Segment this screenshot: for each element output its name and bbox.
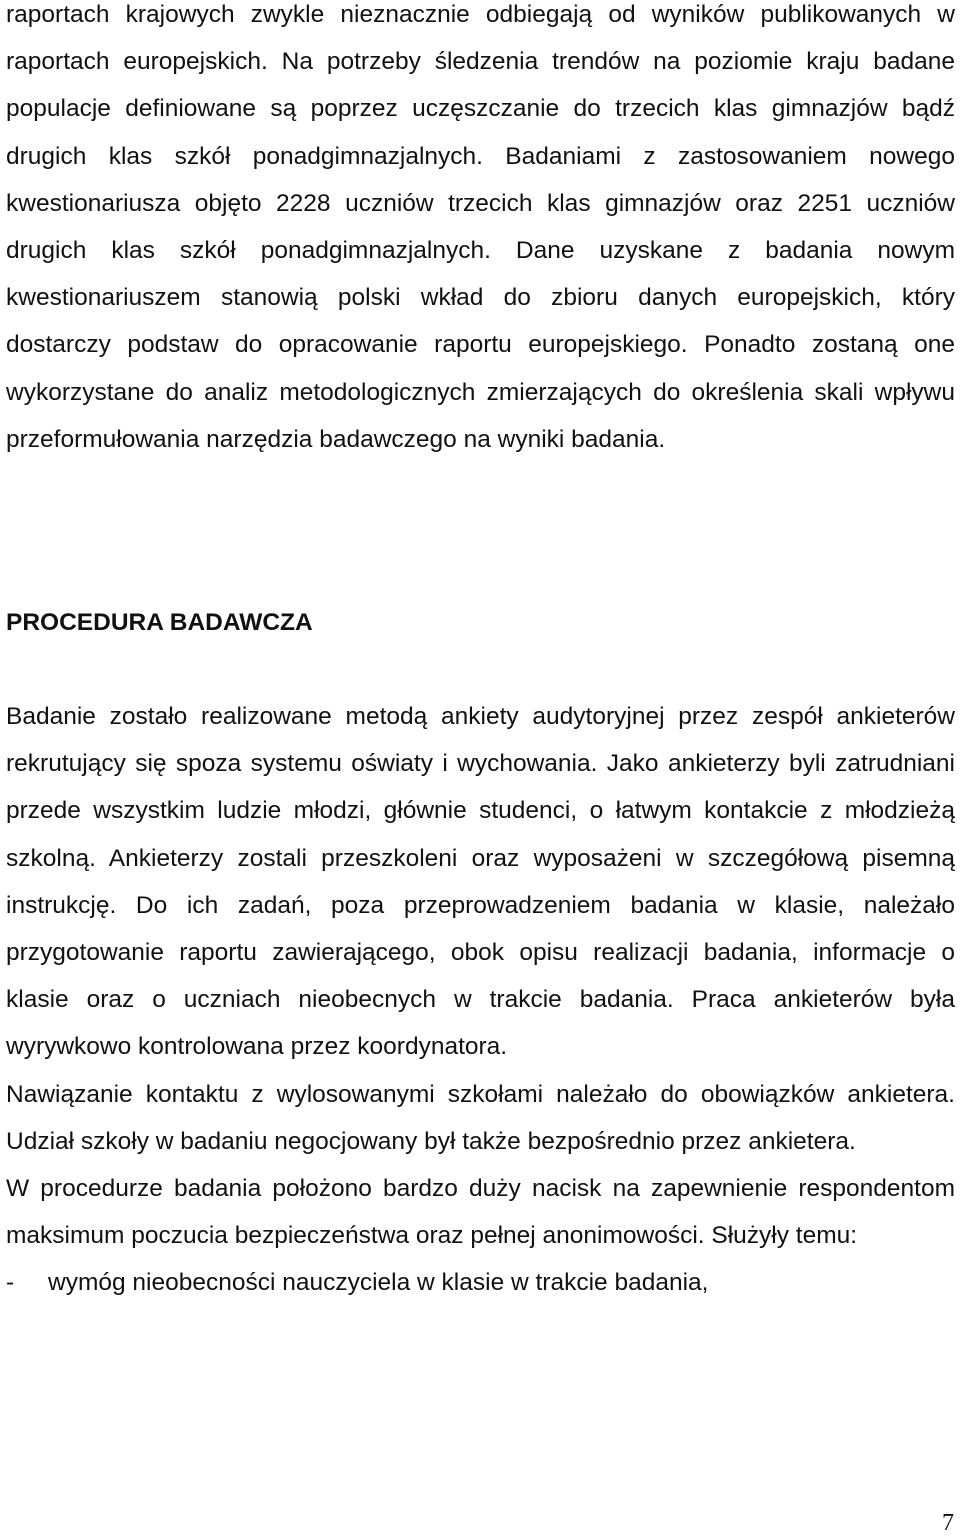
intro-paragraph: raportach krajowych zwykle nieznacznie odbiegają od wyników publikowanych w raportach europejskich. Na potrzeby śledzenia trendów na poziomie kraju badane populacje definiowane są poprzez uczęszczanie do trzecich klas gimnazjów bądź drugich klas szkół ponadgimnazjalnych. Badaniami z zastosowaniem nowego kwestionariusza objęto 2228 uczniów trzecich klas gimnazjów oraz 2251 uczniów drugich klas szkół ponadgimnazjalnych. Dane uzyskane z badania nowym kwestionariuszem stanowią polski wkład do zbioru danych europejskich, który dostarczy podstaw do opracowanie raportu europejskiego. Ponadto zostaną one wykorzystane do analiz metodologicznych zmierzających do określenia skali wpływu przeformułowania narzędzia badawczego na wyniki badania. xyxy=(6,1,955,453)
section-paragraph-2: Nawiązanie kontaktu z wylosowanymi szkołami należało do obowiązków ankietera. Udział szkoły w badaniu negocjowany był także bezpośrednio przez ankietera. xyxy=(6,1080,955,1155)
page-number: 7 xyxy=(942,1510,954,1536)
section-paragraph-1: Badanie zostało realizowane metodą ankiety audytoryjnej przez zespół ankieterów rekrutujący się spoza systemu oświaty i wychowania. Jako ankieterzy byli zatrudniani przede wszystkim ludzie młodzi, głównie studenci, o łatwym kontakcie z młodzieżą szkolną. Ankieterzy zostali przeszkoleni oraz wyposażeni w szczegółową pisemną instrukcję. Do ich zadań, poza przeprowadzeniem badania w klasie, należało przygotowanie raportu zawierającego, obok opisu realizacji badania, informacje o klasie oraz o uczniach nieobecnych w trakcie badania. Praca ankieterów była wyrywkowo kontrolowana przez koordynatora. xyxy=(6,703,955,1061)
list-marker: - xyxy=(6,1269,15,1297)
section-heading: PROCEDURA BADAWCZA xyxy=(6,609,313,636)
list-item-text: wymóg nieobecności nauczyciela w klasie w trakcie badania, xyxy=(48,1269,709,1297)
list-item xyxy=(6,1259,955,1306)
section-paragraph-3: W procedurze badania położono bardzo duży nacisk na zapewnienie respondentom maksimum poczucia bezpieczeństwa oraz pełnej anonimowości. Służyły temu: xyxy=(6,1175,955,1250)
section-body xyxy=(6,693,955,1307)
document-page xyxy=(6,0,955,1297)
